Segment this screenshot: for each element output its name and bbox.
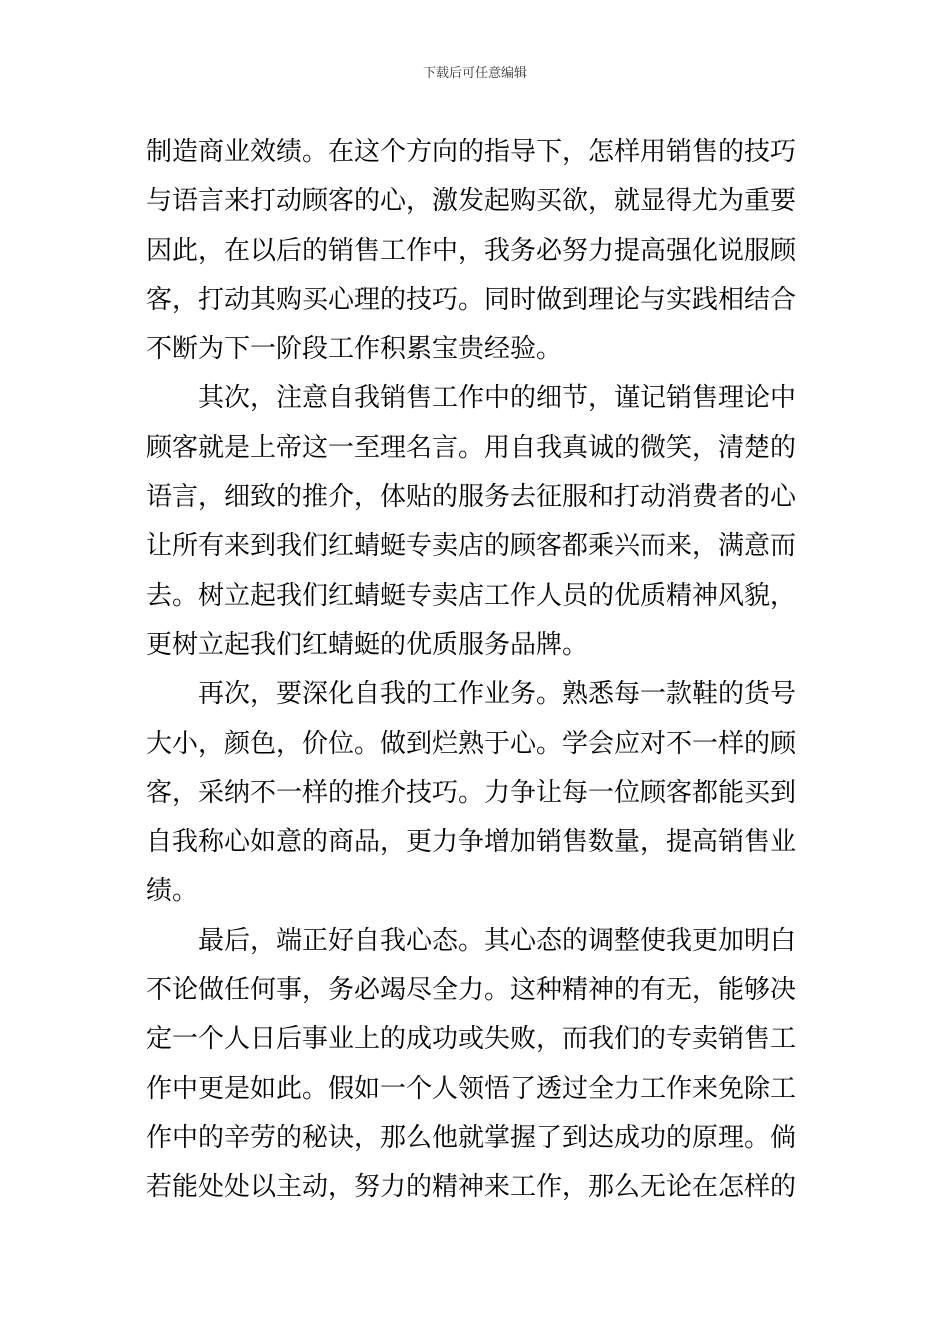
text-line: 作中更是如此。假如一个人领悟了透过全力工作来免除工	[146, 1073, 797, 1104]
text-line: 制造商业效绩。在这个方向的指导下，怎样用销售的技巧	[146, 137, 797, 167]
text-line: 绩。	[146, 876, 199, 907]
text-line: 因此，在以后的销售工作中，我务必努力提高强化说服顾	[146, 235, 797, 266]
text-line: 更树立起我们红蜻蜓的优质服务品牌。	[146, 629, 589, 660]
paragraph-start-line: 再次，要深化自我的工作业务。熟悉每一款鞋的货号	[146, 679, 797, 710]
text-line: 语言，细致的推介，体贴的服务去征服和打动消费者的心	[146, 482, 797, 513]
paragraph-start-line: 其次，注意自我销售工作中的细节，谨记销售理论中	[146, 383, 797, 414]
text-line: 让所有来到我们红蜻蜓专卖店的顾客都乘兴而来，满意而	[146, 531, 797, 562]
text-line: 与语言来打动顾客的心，激发起购买欲，就显得尤为重要	[146, 186, 797, 217]
body-text	[146, 128, 812, 1213]
text-line: 定一个人日后事业上的成功或失败，而我们的专卖销售工	[146, 1024, 797, 1055]
text-line: 大小，颜色，价位。做到烂熟于心。学会应对不一样的顾	[146, 728, 797, 759]
text-line: 若能处处以主动，努力的精神来工作，那么无论在怎样的	[146, 1172, 797, 1203]
paragraph-start-line: 最后，端正好自我心态。其心态的调整使我更加明白	[146, 925, 797, 956]
text-line: 不断为下一阶段工作积累宝贵经验。	[146, 334, 563, 365]
text-line: 顾客就是上帝这一至理名言。用自我真诚的微笑，清楚的	[146, 432, 797, 463]
text-line: 自我称心如意的商品，更力争增加销售数量，提高销售业	[146, 827, 797, 858]
text-line: 作中的辛劳的秘诀，那么他就掌握了到达成功的原理。倘	[146, 1122, 797, 1153]
text-line: 去。树立起我们红蜻蜓专卖店工作人员的优质精神风貌，	[146, 580, 797, 611]
page-header: 下载后可任意编辑	[422, 66, 527, 81]
text-line: 客，打动其购买心理的技巧。同时做到理论与实践相结合	[146, 284, 797, 315]
text-line: 不论做任何事，务必竭尽全力。这种精神的有无，能够决	[146, 975, 797, 1006]
text-line: 客，采纳不一样的推介技巧。力争让每一位顾客都能买到	[146, 777, 797, 808]
